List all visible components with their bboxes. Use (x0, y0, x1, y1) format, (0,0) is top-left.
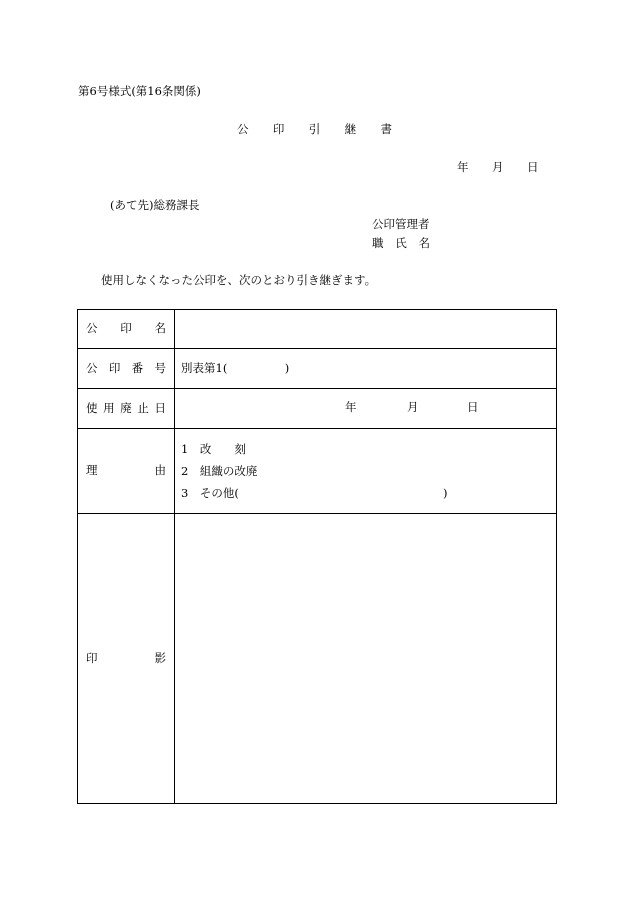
label-reason (78, 429, 175, 514)
name-label-char: 氏 (395, 236, 407, 250)
title-char: 書 (380, 122, 392, 136)
reason-other-close: ) (443, 486, 448, 500)
reason-field (175, 429, 557, 514)
date-month: 月 (492, 160, 504, 174)
intro-text: 使用しなくなった公印を、次のとおり引き継ぎます。 (101, 273, 377, 287)
table-row (78, 514, 557, 804)
recipient: (あて先)総務課長 (110, 198, 200, 212)
label-char: 使 (86, 400, 98, 415)
abolish-year: 年 (345, 400, 357, 414)
reason-other-text: 3 その他( (181, 486, 239, 501)
label-char: 由 (154, 463, 166, 478)
abolish-date-field[interactable] (175, 389, 557, 429)
label-char: 理 (86, 463, 98, 478)
label-char: 名 (154, 321, 166, 336)
title-char: 公 (237, 122, 249, 136)
row-label (78, 323, 174, 335)
label-char: 止 (137, 400, 149, 415)
table-row (78, 310, 557, 349)
table-row (78, 429, 557, 514)
label-char: 印 (120, 321, 132, 336)
label-char: 公 (86, 321, 98, 336)
label-seal-name (78, 310, 175, 349)
abolish-day: 日 (467, 400, 479, 414)
form-number: 第6号様式(第16条関係) (78, 84, 201, 98)
title-char: 引 (308, 122, 321, 136)
reason-option-reorganization[interactable]: 2 組織の改廃 (181, 464, 258, 479)
label-char: 影 (154, 650, 166, 665)
reason-option-other[interactable] (175, 483, 556, 505)
page-title (237, 124, 392, 136)
name-label-char: 名 (418, 236, 430, 250)
table-row (78, 349, 557, 389)
sender-role: 公印管理者 (372, 217, 430, 231)
label-char: 印 (86, 650, 98, 665)
handover-table (77, 309, 557, 804)
seal-number-text: 別表第1( ) (181, 360, 290, 375)
date-year: 年 (457, 160, 469, 174)
label-char: 用 (103, 400, 115, 415)
seal-impression-area[interactable] (175, 514, 557, 804)
label-char: 印 (108, 360, 121, 375)
label-char: 日 (154, 400, 166, 415)
label-abolish-date (78, 389, 175, 429)
row-label (78, 465, 174, 477)
reason-option-recarve[interactable]: 1 改 刻 (181, 442, 246, 457)
row-label (78, 360, 174, 375)
label-char: 廃 (120, 400, 132, 415)
title-char: 印 (272, 122, 285, 136)
seal-number-field[interactable] (175, 349, 557, 389)
row-label (78, 400, 174, 415)
abolish-month: 月 (407, 400, 419, 414)
label-seal-impression (78, 514, 175, 804)
title-char: 継 (344, 122, 357, 136)
label-char: 番 (131, 360, 144, 375)
sender-name-label (372, 238, 430, 250)
date-day: 日 (527, 160, 539, 174)
label-char: 公 (86, 360, 98, 375)
row-label (78, 650, 174, 665)
seal-name-field[interactable] (175, 310, 557, 349)
table-row (78, 389, 557, 429)
label-seal-number (78, 349, 175, 389)
name-label-char: 職 (372, 236, 384, 250)
label-char: 号 (154, 360, 166, 375)
